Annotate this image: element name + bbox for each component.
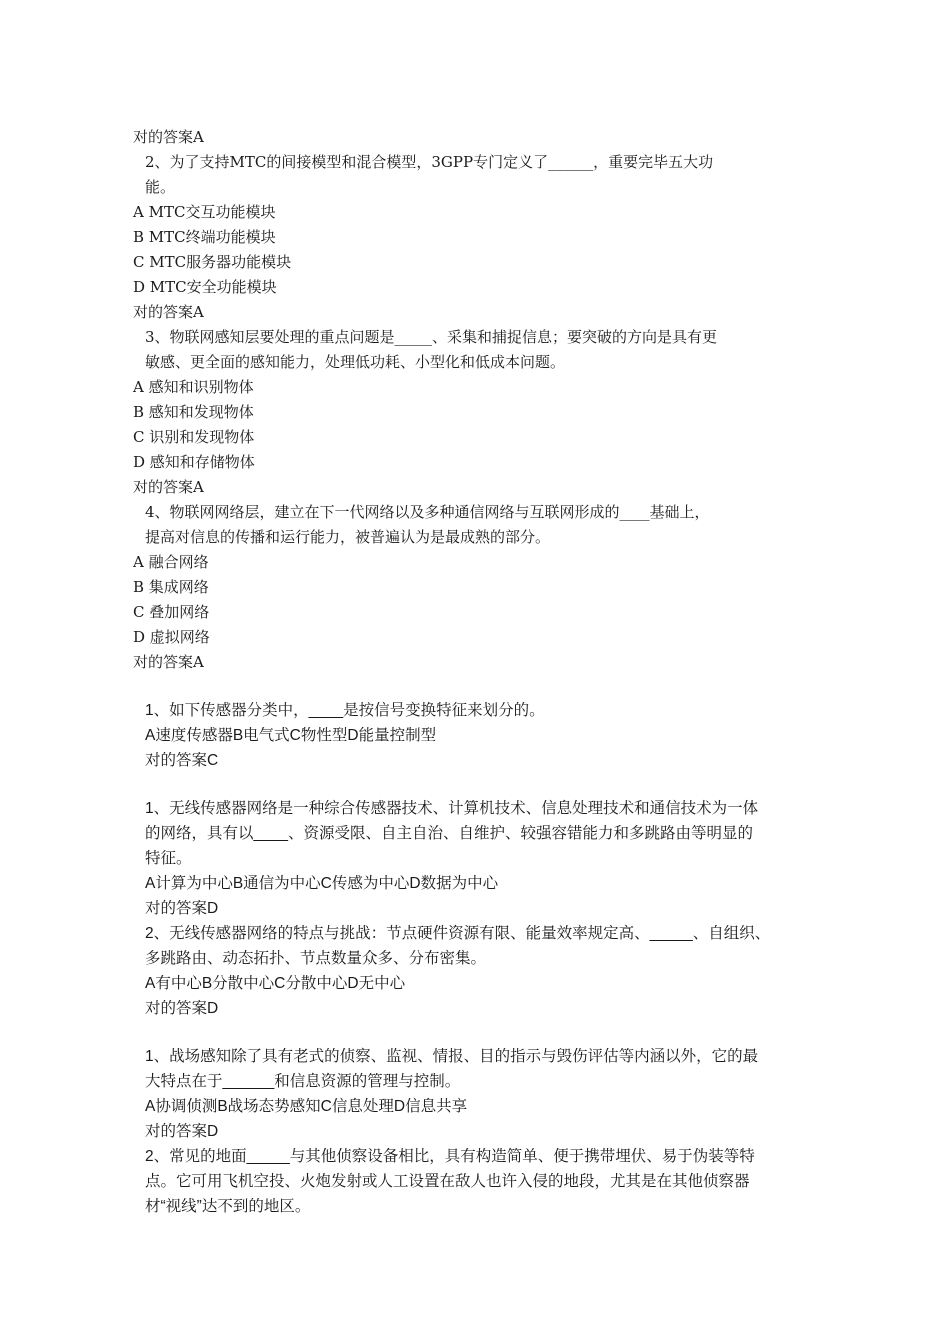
option-a: A 感知和识别物体 — [133, 378, 254, 396]
question-stem: 的网络，具有以____、资源受限、自主自治、自维护、较强容错能力和多跳路由等明显的 — [145, 825, 753, 842]
option-line: A速度传感器B电气式C物性型D能量控制型 — [145, 727, 437, 744]
question-stem: 敏感、更全面的感知能力，处理低功耗、小型化和低成本问题。 — [145, 353, 566, 371]
question-stem: 材“视线”达不到的地区。 — [145, 1198, 311, 1215]
question-stem: 4、物联网网络层，建立在下一代网络以及多种通信网络与互联网形成的____基础上， — [145, 503, 710, 521]
option-line: A计算为中心B通信为中心C传感为中心D数据为中心 — [145, 875, 499, 892]
question-stem: 2、无线传感器网络的特点与挑战：节点硬件资源有限、能量效率规定高、_____、自组织、 — [145, 925, 771, 942]
option-b: B 集成网络 — [133, 578, 209, 596]
option-b: B 感知和发现物体 — [133, 403, 254, 421]
answer-line: 对的答案D — [145, 900, 219, 917]
answer-line: 对的答案A — [133, 128, 204, 146]
option-c: C MTC服务器功能模块 — [133, 253, 292, 271]
question-stem: 大特点在于______和信息资源的管理与控制。 — [145, 1073, 461, 1090]
option-d: D 虚拟网络 — [133, 628, 210, 646]
question-stem: 能。 — [145, 178, 176, 196]
question-stem: 2、常见的地面_____与其他侦察设备相比，具有构造简单、便于携带埋伏、易于伪装等特 — [145, 1148, 755, 1165]
answer-line: 对的答案A — [133, 303, 204, 321]
option-b: B MTC终端功能模块 — [133, 228, 276, 246]
answer-line: 对的答案D — [145, 1123, 219, 1140]
question-stem: 1、如下传感器分类中，____是按信号变换特征来划分的。 — [145, 702, 545, 719]
question-stem: 2、为了支持MTC的间接模型和混合模型，3GPP专门定义了______，重要完毕五大功 — [145, 153, 714, 171]
question-stem: 特征。 — [145, 850, 192, 867]
option-line: A有中心B分散中心C分散中心D无中心 — [145, 975, 406, 992]
question-stem: 多跳路由、动态拓扑、节点数量众多、分布密集。 — [145, 950, 487, 967]
question-stem: 3、物联网感知层要处理的重点问题是_____、采集和捕捉信息；要突破的方向是具有更 — [145, 328, 718, 346]
answer-line: 对的答案A — [133, 653, 204, 671]
option-d: D MTC安全功能模块 — [133, 278, 277, 296]
answer-line: 对的答案D — [145, 1000, 219, 1017]
question-stem: 1、战场感知除了具有老式的侦察、监视、情报、目的指示与毁伤评估等内涵以外，它的最 — [145, 1048, 759, 1065]
answer-line: 对的答案C — [145, 752, 219, 769]
option-d: D 感知和存储物体 — [133, 453, 255, 471]
option-a: A 融合网络 — [133, 553, 209, 571]
option-line: A协调侦测B战场态势感知C信息处理D信息共享 — [145, 1098, 468, 1115]
question-stem: 点。它可用飞机空投、火炮发射或人工设置在敌人也许入侵的地段，尤其是在其他侦察器 — [145, 1173, 750, 1190]
option-c: C 识别和发现物体 — [133, 428, 255, 446]
answer-line: 对的答案A — [133, 478, 204, 496]
question-stem: 提高对信息的传播和运行能力，被普遍认为是最成熟的部分。 — [145, 528, 551, 546]
question-stem: 1、无线传感器网络是一种综合传感器技术、计算机技术、信息处理技术和通信技术为一体 — [145, 800, 759, 817]
option-a: A MTC交互功能模块 — [133, 203, 276, 221]
option-c: C 叠加网络 — [133, 603, 210, 621]
